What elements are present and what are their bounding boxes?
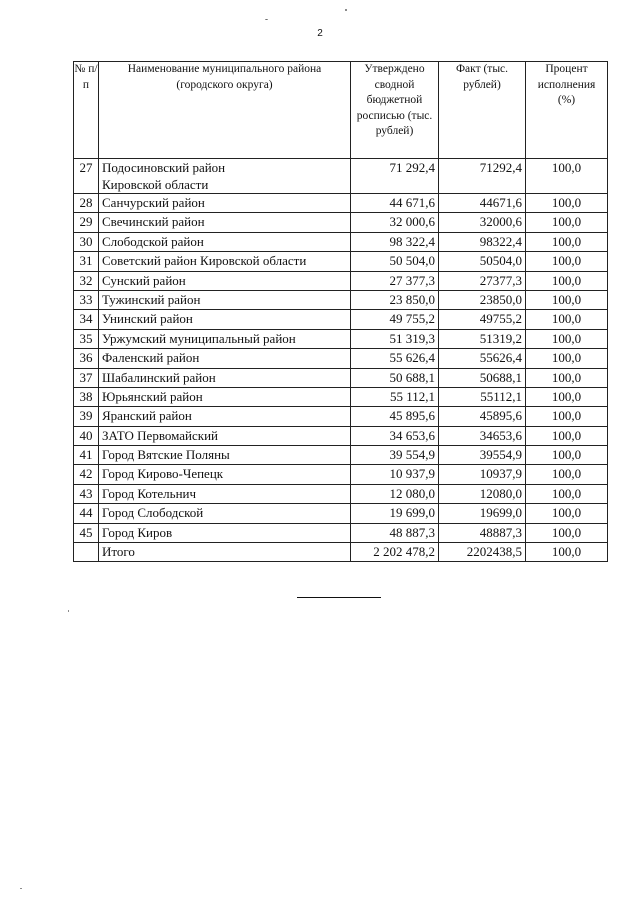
municipality-name: Унинский район [99, 310, 351, 329]
header-percent: Процент исполнения (%) [526, 62, 608, 159]
header-fact: Факт (тыс. рублей) [439, 62, 526, 159]
table-row [74, 446, 608, 465]
row-number: 44 [74, 504, 99, 523]
approved-amount: 27 377,3 [351, 271, 439, 290]
table-row [74, 484, 608, 503]
approved-amount: 32 000,6 [351, 213, 439, 232]
municipality-name: Город Вятские Поляны [99, 446, 351, 465]
table-row [74, 329, 608, 348]
table-row [74, 194, 608, 213]
municipality-name-line: Кировской области [102, 177, 209, 192]
approved-amount: 55 112,1 [351, 387, 439, 406]
total-label: Итого [99, 543, 351, 562]
municipality-name: Фаленский район [99, 349, 351, 368]
row-number: 35 [74, 329, 99, 348]
execution-percent: 100,0 [526, 484, 608, 503]
approved-amount: 45 895,6 [351, 407, 439, 426]
approved-amount: 51 319,3 [351, 329, 439, 348]
approved-amount: 12 080,0 [351, 484, 439, 503]
table-row [74, 523, 608, 542]
scan-speck [68, 610, 69, 612]
approved-amount: 23 850,0 [351, 290, 439, 309]
row-number: 41 [74, 446, 99, 465]
table-row [74, 465, 608, 484]
total-execution-percent: 100,0 [526, 543, 608, 562]
table-body [74, 159, 608, 562]
row-number: 42 [74, 465, 99, 484]
execution-percent: 100,0 [526, 290, 608, 309]
execution-percent: 100,0 [526, 349, 608, 368]
approved-amount: 10 937,9 [351, 465, 439, 484]
fact-amount: 32000,6 [439, 213, 526, 232]
total-row [74, 543, 608, 562]
municipality-name [99, 159, 351, 194]
row-number: 40 [74, 426, 99, 445]
fact-amount: 39554,9 [439, 446, 526, 465]
execution-percent: 100,0 [526, 194, 608, 213]
approved-amount: 55 626,4 [351, 349, 439, 368]
total-row-number-cell [74, 543, 99, 562]
execution-percent: 100,0 [526, 252, 608, 271]
execution-percent: 100,0 [526, 407, 608, 426]
municipality-name: Свечинский район [99, 213, 351, 232]
approved-amount: 39 554,9 [351, 446, 439, 465]
municipality-name-line: Подосиновский район [102, 160, 226, 175]
fact-amount: 51319,2 [439, 329, 526, 348]
approved-amount: 44 671,6 [351, 194, 439, 213]
fact-amount: 10937,9 [439, 465, 526, 484]
row-number: 36 [74, 349, 99, 368]
approved-amount: 71 292,4 [351, 159, 439, 194]
header-approved-budget: Утверждено сводной бюджетной росписью (тыс. рублей) [351, 62, 439, 159]
row-number: 37 [74, 368, 99, 387]
municipality-name: Слободской район [99, 232, 351, 251]
fact-amount: 55626,4 [439, 349, 526, 368]
execution-percent: 100,0 [526, 368, 608, 387]
row-number: 27 [74, 159, 99, 194]
municipality-name: Советский район Кировской области [99, 252, 351, 271]
municipality-name: Город Слободской [99, 504, 351, 523]
municipality-name: Уржумский муниципальный район [99, 329, 351, 348]
table-row [74, 387, 608, 406]
table-row [74, 213, 608, 232]
execution-percent: 100,0 [526, 446, 608, 465]
separator-line [297, 597, 381, 598]
row-number: 33 [74, 290, 99, 309]
table-row [74, 310, 608, 329]
municipality-name: Город Киров [99, 523, 351, 542]
execution-percent: 100,0 [526, 232, 608, 251]
fact-amount: 19699,0 [439, 504, 526, 523]
fact-amount: 23850,0 [439, 290, 526, 309]
scan-speck [265, 19, 268, 20]
fact-amount: 55112,1 [439, 387, 526, 406]
header-number: № п/п [74, 62, 99, 159]
approved-amount: 49 755,2 [351, 310, 439, 329]
total-approved-amount: 2 202 478,2 [351, 543, 439, 562]
row-number: 32 [74, 271, 99, 290]
table-header [74, 62, 608, 159]
fact-amount: 71292,4 [439, 159, 526, 194]
approved-amount: 98 322,4 [351, 232, 439, 251]
scan-speck [345, 9, 347, 11]
municipality-name: Яранский район [99, 407, 351, 426]
municipality-name: Юрьянский район [99, 387, 351, 406]
row-number: 45 [74, 523, 99, 542]
fact-amount: 45895,6 [439, 407, 526, 426]
table-row [74, 290, 608, 309]
row-number: 28 [74, 194, 99, 213]
table-row [74, 159, 608, 194]
execution-percent: 100,0 [526, 213, 608, 232]
execution-percent: 100,0 [526, 504, 608, 523]
execution-percent: 100,0 [526, 159, 608, 194]
row-number: 39 [74, 407, 99, 426]
fact-amount: 27377,3 [439, 271, 526, 290]
municipality-name: Город Котельнич [99, 484, 351, 503]
row-number: 31 [74, 252, 99, 271]
municipality-name: Сунский район [99, 271, 351, 290]
approved-amount: 34 653,6 [351, 426, 439, 445]
table-row [74, 252, 608, 271]
approved-amount: 50 504,0 [351, 252, 439, 271]
municipality-name: Шабалинский район [99, 368, 351, 387]
execution-percent: 100,0 [526, 426, 608, 445]
execution-percent: 100,0 [526, 387, 608, 406]
fact-amount: 12080,0 [439, 484, 526, 503]
municipality-name: Санчурский район [99, 194, 351, 213]
page-number: 2 [317, 28, 323, 39]
municipality-name: ЗАТО Первомайский [99, 426, 351, 445]
execution-percent: 100,0 [526, 310, 608, 329]
row-number: 29 [74, 213, 99, 232]
fact-amount: 50504,0 [439, 252, 526, 271]
fact-amount: 48887,3 [439, 523, 526, 542]
table-row [74, 271, 608, 290]
fact-amount: 50688,1 [439, 368, 526, 387]
table-row [74, 368, 608, 387]
table-row [74, 407, 608, 426]
row-number: 43 [74, 484, 99, 503]
execution-percent: 100,0 [526, 523, 608, 542]
fact-amount: 34653,6 [439, 426, 526, 445]
row-number: 34 [74, 310, 99, 329]
header-municipality-name: Наименование муниципального района (городского округа) [99, 62, 351, 159]
fact-amount: 98322,4 [439, 232, 526, 251]
table-row [74, 349, 608, 368]
approved-amount: 19 699,0 [351, 504, 439, 523]
row-number: 38 [74, 387, 99, 406]
municipality-name: Тужинский район [99, 290, 351, 309]
approved-amount: 50 688,1 [351, 368, 439, 387]
table-row [74, 504, 608, 523]
fact-amount: 44671,6 [439, 194, 526, 213]
table-row [74, 426, 608, 445]
execution-percent: 100,0 [526, 465, 608, 484]
approved-amount: 48 887,3 [351, 523, 439, 542]
row-number: 30 [74, 232, 99, 251]
total-fact-amount: 2202438,5 [439, 543, 526, 562]
municipality-name: Город Кирово-Чепецк [99, 465, 351, 484]
execution-percent: 100,0 [526, 271, 608, 290]
budget-execution-table [73, 61, 608, 562]
scan-speck [20, 888, 22, 889]
execution-percent: 100,0 [526, 329, 608, 348]
fact-amount: 49755,2 [439, 310, 526, 329]
table-row [74, 232, 608, 251]
